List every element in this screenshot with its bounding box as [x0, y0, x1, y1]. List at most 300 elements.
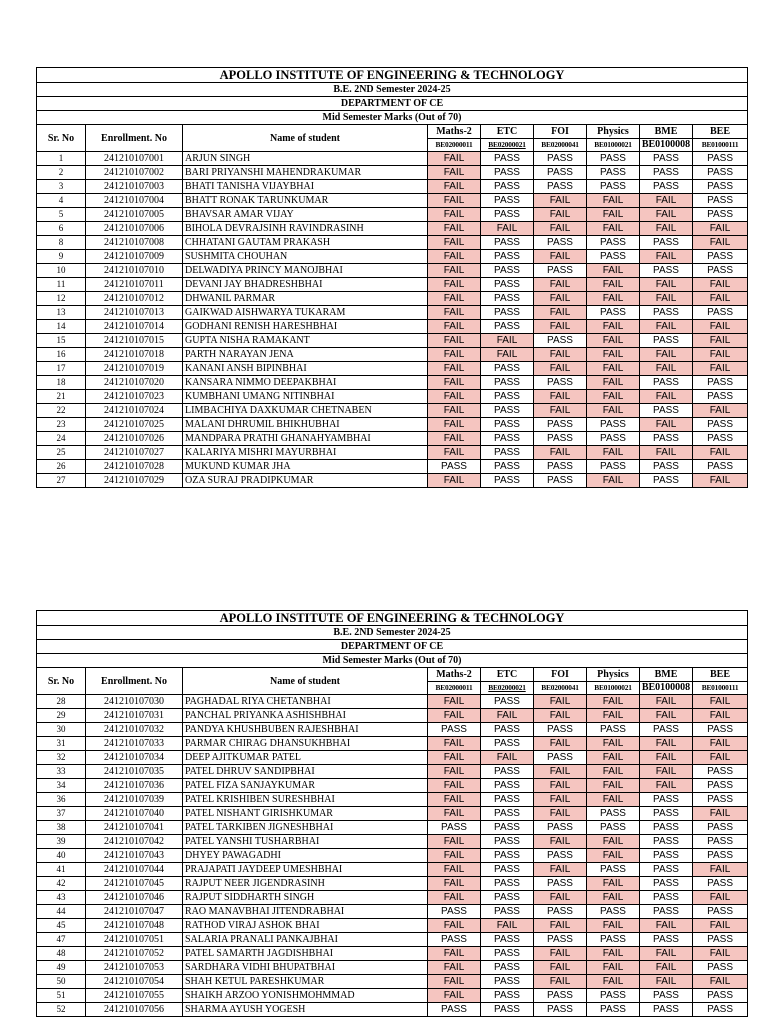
marks-table	[36, 67, 748, 488]
result-cell: PASS	[481, 320, 534, 334]
result-cell: FAIL	[587, 348, 640, 362]
result-cell: PASS	[640, 334, 693, 348]
result-cell: PASS	[481, 821, 534, 835]
result-cell: FAIL	[693, 446, 748, 460]
result-cell: PASS	[481, 835, 534, 849]
result-cell: FAIL	[693, 222, 748, 236]
column-header-name: Name of student	[183, 125, 428, 152]
result-cell: PASS	[587, 460, 640, 474]
result-cell: PASS	[640, 891, 693, 905]
enrollment-number: 241210107005	[86, 208, 183, 222]
enrollment-number: 241210107033	[86, 737, 183, 751]
result-cell: PASS	[693, 989, 748, 1003]
result-cell: FAIL	[587, 975, 640, 989]
column-header-srno: Sr. No	[37, 668, 86, 695]
student-rows	[37, 695, 748, 1017]
result-cell: PASS	[428, 723, 481, 737]
result-cell: FAIL	[534, 975, 587, 989]
result-cell: PASS	[481, 292, 534, 306]
result-cell: PASS	[640, 793, 693, 807]
student-row	[37, 1003, 748, 1017]
result-cell: PASS	[481, 905, 534, 919]
result-cell: PASS	[693, 821, 748, 835]
student-name: DHWANIL PARMAR	[183, 292, 428, 306]
student-name: PATEL FIZA SANJAYKUMAR	[183, 779, 428, 793]
result-cell: FAIL	[428, 236, 481, 250]
student-name: MANDPARA PRATHI GHANAHYAMBHAI	[183, 432, 428, 446]
result-cell: FAIL	[428, 320, 481, 334]
student-name: MUKUND KUMAR JHA	[183, 460, 428, 474]
enrollment-number: 241210107026	[86, 432, 183, 446]
result-cell: FAIL	[534, 320, 587, 334]
result-cell: FAIL	[640, 320, 693, 334]
result-cell: FAIL	[428, 376, 481, 390]
student-row	[37, 877, 748, 891]
result-cell: PASS	[693, 905, 748, 919]
result-cell: FAIL	[693, 278, 748, 292]
result-cell: FAIL	[428, 863, 481, 877]
result-cell: PASS	[640, 807, 693, 821]
result-cell: PASS	[481, 891, 534, 905]
result-cell: PASS	[587, 807, 640, 821]
result-cell: FAIL	[428, 418, 481, 432]
enrollment-number: 241210107006	[86, 222, 183, 236]
result-cell: PASS	[693, 723, 748, 737]
serial-number: 31	[37, 737, 86, 751]
institute-title: APOLLO INSTITUTE OF ENGINEERING & TECHNOLOGY	[37, 68, 748, 83]
result-cell: FAIL	[428, 264, 481, 278]
result-cell: FAIL	[428, 751, 481, 765]
result-cell: FAIL	[693, 404, 748, 418]
student-row	[37, 278, 748, 292]
result-cell: FAIL	[640, 208, 693, 222]
enrollment-number: 241210107034	[86, 751, 183, 765]
result-cell: PASS	[481, 765, 534, 779]
student-name: RAJPUT SIDDHARTH SINGH	[183, 891, 428, 905]
subject-header: FOI	[534, 668, 587, 682]
student-row	[37, 348, 748, 362]
column-header-name: Name of student	[183, 668, 428, 695]
result-cell: PASS	[534, 432, 587, 446]
result-cell: PASS	[534, 1003, 587, 1017]
student-name: GAIKWAD AISHWARYA TUKARAM	[183, 306, 428, 320]
subject-code: BE01000111	[693, 682, 748, 695]
result-cell: PASS	[640, 1003, 693, 1017]
result-cell: PASS	[534, 418, 587, 432]
subject-header: BEE	[693, 125, 748, 139]
enrollment-number: 241210107041	[86, 821, 183, 835]
enrollment-number: 241210107027	[86, 446, 183, 460]
student-row	[37, 961, 748, 975]
enrollment-number: 241210107019	[86, 362, 183, 376]
serial-number: 3	[37, 180, 86, 194]
result-cell: FAIL	[693, 947, 748, 961]
subject-code: BE01000021	[587, 682, 640, 695]
result-cell: PASS	[640, 404, 693, 418]
serial-number: 5	[37, 208, 86, 222]
result-cell: PASS	[693, 779, 748, 793]
serial-number: 22	[37, 404, 86, 418]
student-name: CHHATANI GAUTAM PRAKASH	[183, 236, 428, 250]
result-cell: PASS	[640, 474, 693, 488]
subject-header: ETC	[481, 125, 534, 139]
result-cell: PASS	[481, 947, 534, 961]
student-name: KUMBHANI UMANG NITINBHAI	[183, 390, 428, 404]
result-cell: PASS	[534, 877, 587, 891]
student-row	[37, 334, 748, 348]
result-cell: PASS	[481, 418, 534, 432]
result-cell: FAIL	[428, 390, 481, 404]
result-cell: FAIL	[587, 474, 640, 488]
result-cell: FAIL	[640, 362, 693, 376]
result-cell: FAIL	[428, 919, 481, 933]
result-cell: FAIL	[640, 194, 693, 208]
serial-number: 14	[37, 320, 86, 334]
student-name: SALARIA PRANALI PANKAJBHAI	[183, 933, 428, 947]
result-cell: PASS	[640, 989, 693, 1003]
enrollment-number: 241210107047	[86, 905, 183, 919]
student-row	[37, 723, 748, 737]
result-cell: FAIL	[428, 793, 481, 807]
result-cell: FAIL	[428, 222, 481, 236]
result-cell: FAIL	[428, 348, 481, 362]
result-cell: PASS	[693, 961, 748, 975]
result-cell: PASS	[640, 306, 693, 320]
result-cell: PASS	[481, 236, 534, 250]
serial-number: 13	[37, 306, 86, 320]
student-row	[37, 835, 748, 849]
result-cell: FAIL	[693, 474, 748, 488]
enrollment-number: 241210107046	[86, 891, 183, 905]
result-cell: PASS	[587, 905, 640, 919]
result-cell: FAIL	[534, 807, 587, 821]
student-name: SHAIKH ARZOO YONISHMOHMMAD	[183, 989, 428, 1003]
student-rows	[37, 152, 748, 488]
serial-number: 37	[37, 807, 86, 821]
result-cell: PASS	[481, 460, 534, 474]
result-cell: FAIL	[587, 194, 640, 208]
subject-header: BEE	[693, 668, 748, 682]
result-cell: FAIL	[481, 222, 534, 236]
student-row	[37, 849, 748, 863]
result-cell: FAIL	[534, 695, 587, 709]
serial-number: 40	[37, 849, 86, 863]
result-cell: FAIL	[428, 989, 481, 1003]
result-cell: PASS	[693, 1003, 748, 1017]
result-cell: PASS	[640, 432, 693, 446]
serial-number: 2	[37, 166, 86, 180]
result-cell: PASS	[481, 152, 534, 166]
student-row	[37, 779, 748, 793]
result-cell: FAIL	[640, 695, 693, 709]
result-cell: FAIL	[587, 891, 640, 905]
result-cell: PASS	[587, 152, 640, 166]
result-cell: PASS	[693, 418, 748, 432]
student-name: PARMAR CHIRAG DHANSUKHBHAI	[183, 737, 428, 751]
enrollment-number: 241210107003	[86, 180, 183, 194]
student-row	[37, 807, 748, 821]
subject-header: Maths-2	[428, 125, 481, 139]
enrollment-number: 241210107012	[86, 292, 183, 306]
result-cell: PASS	[693, 194, 748, 208]
result-cell: FAIL	[428, 474, 481, 488]
enrollment-number: 241210107018	[86, 348, 183, 362]
subject-code: BE02000041	[534, 682, 587, 695]
serial-number: 48	[37, 947, 86, 961]
result-cell: PASS	[481, 723, 534, 737]
serial-number: 1	[37, 152, 86, 166]
student-name: GODHANI RENISH HARESHBHAI	[183, 320, 428, 334]
student-row	[37, 751, 748, 765]
student-name: PAGHADAL RIYA CHETANBHAI	[183, 695, 428, 709]
serial-number: 18	[37, 376, 86, 390]
result-cell: FAIL	[481, 709, 534, 723]
result-cell: PASS	[481, 432, 534, 446]
result-cell: PASS	[534, 334, 587, 348]
result-cell: FAIL	[534, 362, 587, 376]
result-cell: PASS	[481, 695, 534, 709]
result-cell: FAIL	[693, 751, 748, 765]
result-cell: PASS	[640, 835, 693, 849]
subject-header: BME	[640, 125, 693, 139]
result-cell: PASS	[481, 390, 534, 404]
student-name: SHARMA AYUSH YOGESH	[183, 1003, 428, 1017]
enrollment-number: 241210107031	[86, 709, 183, 723]
result-cell: FAIL	[693, 695, 748, 709]
result-cell: PASS	[481, 362, 534, 376]
result-cell: PASS	[587, 166, 640, 180]
serial-number: 33	[37, 765, 86, 779]
department-title: DEPARTMENT OF CE	[37, 640, 748, 654]
result-cell: PASS	[481, 877, 534, 891]
student-row	[37, 320, 748, 334]
result-cell: PASS	[428, 460, 481, 474]
enrollment-number: 241210107043	[86, 849, 183, 863]
student-name: PARTH NARAYAN JENA	[183, 348, 428, 362]
result-cell: FAIL	[428, 947, 481, 961]
serial-number: 23	[37, 418, 86, 432]
result-cell: PASS	[693, 264, 748, 278]
enrollment-number: 241210107052	[86, 947, 183, 961]
result-cell: PASS	[693, 376, 748, 390]
result-cell: FAIL	[428, 975, 481, 989]
serial-number: 34	[37, 779, 86, 793]
semester-title: B.E. 2ND Semester 2024-25	[37, 626, 748, 640]
student-name: BHATT RONAK TARUNKUMAR	[183, 194, 428, 208]
result-cell: FAIL	[693, 292, 748, 306]
enrollment-number: 241210107056	[86, 1003, 183, 1017]
result-cell: FAIL	[587, 292, 640, 306]
enrollment-number: 241210107044	[86, 863, 183, 877]
enrollment-number: 241210107032	[86, 723, 183, 737]
result-cell: PASS	[481, 376, 534, 390]
student-name: BHATI TANISHA VIJAYBHAI	[183, 180, 428, 194]
student-row	[37, 208, 748, 222]
student-row	[37, 236, 748, 250]
enrollment-number: 241210107035	[86, 765, 183, 779]
result-cell: PASS	[481, 1003, 534, 1017]
result-cell: FAIL	[428, 208, 481, 222]
result-cell: FAIL	[587, 362, 640, 376]
result-cell: PASS	[481, 208, 534, 222]
result-cell: FAIL	[587, 264, 640, 278]
result-cell: PASS	[640, 849, 693, 863]
subject-code: BE02000021	[481, 139, 534, 152]
enrollment-number: 241210107028	[86, 460, 183, 474]
student-name: PANDYA KHUSHBUBEN RAJESHBHAI	[183, 723, 428, 737]
student-name: KALARIYA MISHRI MAYURBHAI	[183, 446, 428, 460]
result-cell: PASS	[534, 474, 587, 488]
result-cell: PASS	[534, 152, 587, 166]
result-cell: PASS	[640, 264, 693, 278]
serial-number: 51	[37, 989, 86, 1003]
result-cell: FAIL	[428, 877, 481, 891]
student-name: RAO MANAVBHAI JITENDRABHAI	[183, 905, 428, 919]
result-cell: PASS	[428, 933, 481, 947]
result-cell: PASS	[534, 751, 587, 765]
serial-number: 38	[37, 821, 86, 835]
student-row	[37, 709, 748, 723]
enrollment-number: 241210107039	[86, 793, 183, 807]
enrollment-number: 241210107024	[86, 404, 183, 418]
result-cell: FAIL	[534, 765, 587, 779]
result-cell: PASS	[587, 250, 640, 264]
result-cell: PASS	[693, 208, 748, 222]
result-cell: PASS	[693, 306, 748, 320]
student-name: PATEL SAMARTH JAGDISHBHAI	[183, 947, 428, 961]
serial-number: 32	[37, 751, 86, 765]
serial-number: 11	[37, 278, 86, 292]
enrollment-number: 241210107014	[86, 320, 183, 334]
result-cell: FAIL	[640, 390, 693, 404]
result-cell: FAIL	[587, 737, 640, 751]
serial-number: 43	[37, 891, 86, 905]
enrollment-number: 241210107004	[86, 194, 183, 208]
enrollment-number: 241210107023	[86, 390, 183, 404]
student-name: DEEP AJITKUMAR PATEL	[183, 751, 428, 765]
result-cell: FAIL	[693, 975, 748, 989]
result-cell: FAIL	[428, 250, 481, 264]
result-cell: PASS	[587, 418, 640, 432]
serial-number: 17	[37, 362, 86, 376]
result-cell: PASS	[481, 474, 534, 488]
result-cell: FAIL	[428, 849, 481, 863]
student-row	[37, 460, 748, 474]
student-name: RATHOD VIRAJ ASHOK BHAI	[183, 919, 428, 933]
subject-header: Physics	[587, 125, 640, 139]
student-row	[37, 905, 748, 919]
student-name: PATEL TARKIBEN JIGNESHBHAI	[183, 821, 428, 835]
subject-code: BE02000041	[534, 139, 587, 152]
serial-number: 12	[37, 292, 86, 306]
student-name: MALANI DHRUMIL BHIKHUBHAI	[183, 418, 428, 432]
result-cell: FAIL	[587, 404, 640, 418]
student-name: DELWADIYA PRINCY MANOJBHAI	[183, 264, 428, 278]
student-row	[37, 765, 748, 779]
result-cell: PASS	[693, 390, 748, 404]
column-header-enrollment: Enrollment. No	[86, 668, 183, 695]
result-cell: PASS	[587, 432, 640, 446]
result-cell: PASS	[428, 905, 481, 919]
student-row	[37, 418, 748, 432]
result-cell: FAIL	[481, 751, 534, 765]
serial-number: 47	[37, 933, 86, 947]
serial-number: 6	[37, 222, 86, 236]
result-cell: PASS	[481, 933, 534, 947]
result-cell: FAIL	[587, 446, 640, 460]
marks-sheet-1	[36, 67, 747, 488]
result-cell: FAIL	[693, 334, 748, 348]
student-row	[37, 194, 748, 208]
result-cell: FAIL	[428, 432, 481, 446]
result-cell: PASS	[587, 933, 640, 947]
result-cell: PASS	[587, 723, 640, 737]
result-cell: PASS	[693, 933, 748, 947]
result-cell: PASS	[587, 1003, 640, 1017]
result-cell: PASS	[481, 404, 534, 418]
student-name: PATEL DHRUV SANDIPBHAI	[183, 765, 428, 779]
enrollment-number: 241210107010	[86, 264, 183, 278]
student-row	[37, 404, 748, 418]
serial-number: 49	[37, 961, 86, 975]
result-cell: FAIL	[428, 180, 481, 194]
result-cell: FAIL	[640, 919, 693, 933]
result-cell: FAIL	[587, 390, 640, 404]
student-name: RAJPUT NEER JIGENDRASINH	[183, 877, 428, 891]
student-row	[37, 695, 748, 709]
result-cell: FAIL	[534, 891, 587, 905]
result-cell: FAIL	[534, 779, 587, 793]
result-cell: FAIL	[534, 250, 587, 264]
result-cell: FAIL	[428, 695, 481, 709]
serial-number: 21	[37, 390, 86, 404]
result-cell: PASS	[693, 432, 748, 446]
result-cell: FAIL	[534, 947, 587, 961]
result-cell: FAIL	[640, 709, 693, 723]
result-cell: FAIL	[428, 306, 481, 320]
result-cell: PASS	[481, 737, 534, 751]
student-row	[37, 390, 748, 404]
student-row	[37, 376, 748, 390]
result-cell: FAIL	[534, 208, 587, 222]
result-cell: FAIL	[534, 278, 587, 292]
student-name: SARDHARA VIDHI BHUPATBHAI	[183, 961, 428, 975]
student-name: SHAH KETUL PARESHKUMAR	[183, 975, 428, 989]
result-cell: FAIL	[693, 863, 748, 877]
enrollment-number: 241210107001	[86, 152, 183, 166]
marks-table	[36, 610, 748, 1017]
result-cell: FAIL	[428, 334, 481, 348]
result-cell: FAIL	[428, 362, 481, 376]
enrollment-number: 241210107011	[86, 278, 183, 292]
result-cell: PASS	[587, 821, 640, 835]
result-cell: FAIL	[428, 807, 481, 821]
result-cell: FAIL	[693, 919, 748, 933]
result-cell: FAIL	[428, 166, 481, 180]
result-cell: FAIL	[534, 446, 587, 460]
result-cell: FAIL	[428, 891, 481, 905]
result-cell: FAIL	[481, 334, 534, 348]
result-cell: PASS	[534, 933, 587, 947]
result-cell: PASS	[693, 166, 748, 180]
student-name: SUSHMITA CHOUHAN	[183, 250, 428, 264]
student-row	[37, 821, 748, 835]
result-cell: PASS	[640, 152, 693, 166]
subject-header: FOI	[534, 125, 587, 139]
result-cell: PASS	[428, 1003, 481, 1017]
result-cell: FAIL	[534, 292, 587, 306]
result-cell: FAIL	[693, 737, 748, 751]
